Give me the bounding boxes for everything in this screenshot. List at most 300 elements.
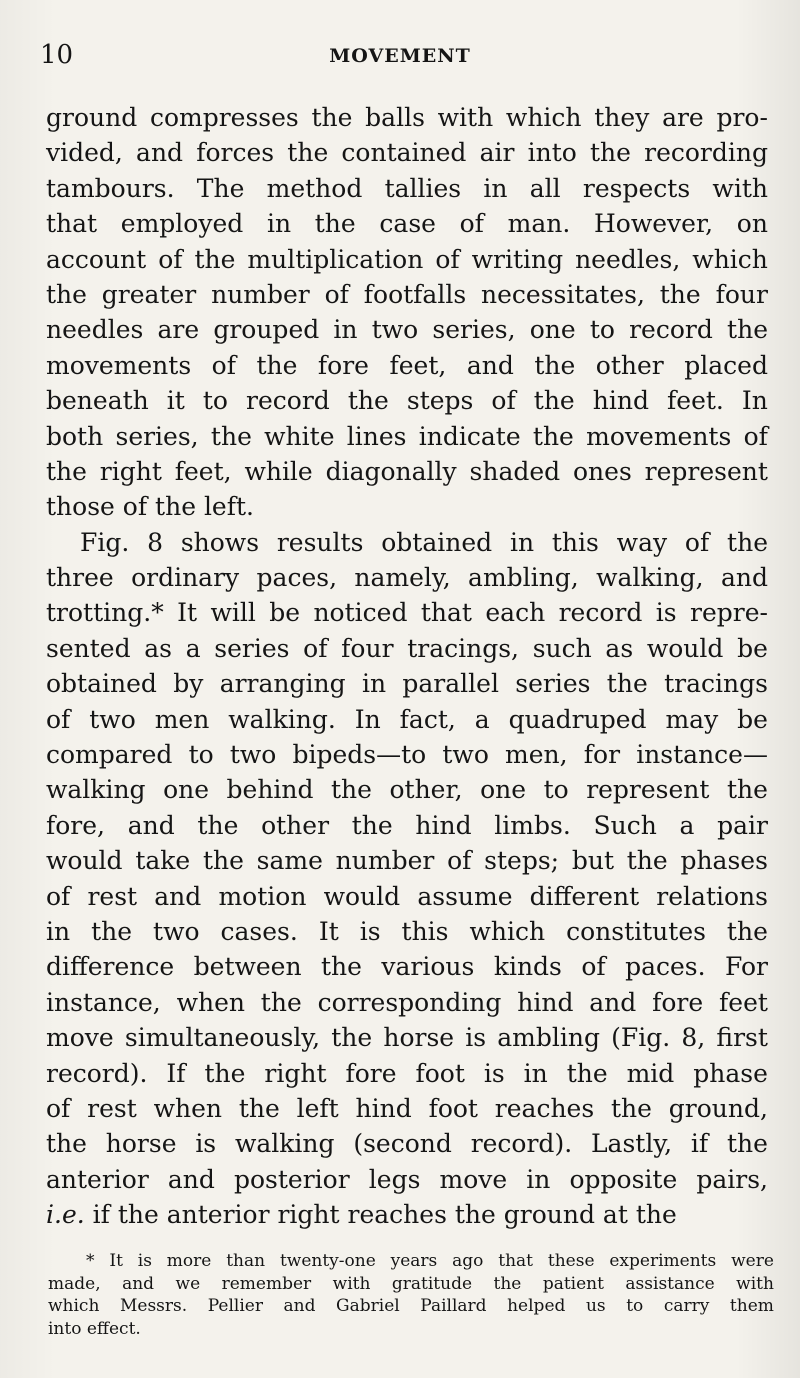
- word: is: [195, 1129, 217, 1159]
- word: legs: [368, 1164, 421, 1194]
- text-line: [46, 985, 768, 1020]
- word: the: [659, 279, 701, 309]
- word: the: [635, 1200, 677, 1230]
- word: of: [211, 350, 236, 380]
- word: hind: [355, 1093, 412, 1123]
- word: of: [46, 1093, 71, 1123]
- word: than: [226, 1251, 266, 1271]
- word: horse: [105, 1129, 177, 1159]
- word: be: [737, 704, 768, 734]
- word: number: [211, 279, 310, 309]
- word: the: [347, 386, 389, 416]
- word: Paillard: [420, 1296, 487, 1317]
- word: tallies: [384, 173, 462, 203]
- word: effect.: [86, 1318, 141, 1339]
- text-line: [46, 1197, 768, 1232]
- word: were: [731, 1251, 774, 1271]
- word: and: [589, 987, 637, 1017]
- word: instance,: [46, 987, 161, 1017]
- word: the: [46, 456, 87, 486]
- word: to: [202, 386, 228, 416]
- word: one: [480, 775, 527, 805]
- word: of: [303, 633, 328, 663]
- word: to: [188, 740, 214, 770]
- word: but: [571, 846, 614, 876]
- text-line: [46, 454, 768, 489]
- word: take: [135, 846, 191, 876]
- word: ones: [573, 456, 632, 486]
- word: the: [117, 1200, 167, 1230]
- word: the: [532, 421, 574, 451]
- word: ground,: [668, 1093, 768, 1123]
- word: the: [331, 775, 372, 805]
- word: feet,: [389, 350, 447, 380]
- word: In: [741, 386, 768, 416]
- word: beneath: [46, 386, 149, 416]
- word: the: [202, 846, 244, 876]
- word: is: [465, 1023, 487, 1053]
- word: would: [46, 846, 123, 876]
- text-line: [46, 348, 768, 383]
- word: if: [92, 1200, 118, 1230]
- word: grouped: [213, 315, 320, 345]
- word: the: [287, 138, 329, 168]
- word: The: [196, 173, 245, 203]
- text-line: [46, 737, 768, 772]
- word: rest: [87, 881, 138, 911]
- page-number: 10: [40, 40, 74, 70]
- word: feet,: [174, 456, 232, 486]
- word: into: [527, 138, 577, 168]
- footnote-line: [48, 1295, 774, 1318]
- word: ambling,: [468, 563, 579, 593]
- text-line: [46, 631, 768, 666]
- word: lines: [346, 421, 407, 451]
- text-line: [46, 595, 768, 630]
- word: cases.: [220, 916, 298, 946]
- word: account: [46, 244, 147, 274]
- word: one: [529, 315, 576, 345]
- word: needles: [46, 315, 144, 345]
- word: which: [505, 103, 582, 132]
- word: corresponding: [317, 987, 502, 1017]
- word: ground: [46, 103, 138, 132]
- text-line: [46, 843, 768, 878]
- word: For: [725, 952, 768, 982]
- word: motion: [218, 881, 307, 911]
- word: (Fig.: [611, 1023, 671, 1053]
- word: hind: [592, 386, 649, 416]
- word: when: [153, 1093, 222, 1123]
- text-line: [46, 383, 768, 418]
- word: same: [256, 846, 323, 876]
- word: anterior: [46, 1164, 149, 1194]
- word: of: [122, 492, 156, 522]
- word: However,: [593, 209, 714, 239]
- word: they: [594, 103, 650, 132]
- word: years: [390, 1251, 438, 1271]
- text-line: [46, 171, 768, 206]
- word: a: [474, 704, 490, 734]
- word: pair: [717, 810, 768, 840]
- word: will: [210, 598, 256, 628]
- word: trotting.*: [46, 598, 164, 628]
- word: fore: [317, 350, 369, 380]
- text-line: [46, 1126, 768, 1161]
- word: made,: [48, 1273, 101, 1294]
- word: white: [264, 421, 335, 451]
- word: indicate: [418, 421, 521, 451]
- word: assistance: [625, 1273, 715, 1294]
- text-line: [46, 489, 768, 524]
- text-line: [46, 1091, 768, 1126]
- word: behind: [226, 775, 314, 805]
- text-line: [46, 1020, 768, 1055]
- word: the: [726, 775, 768, 805]
- word: left.: [203, 492, 254, 522]
- word: the: [534, 350, 576, 380]
- word: namely,: [354, 563, 451, 593]
- word: left: [296, 1093, 339, 1123]
- word: the: [210, 421, 252, 451]
- word: two: [153, 916, 200, 946]
- word: (second: [353, 1129, 452, 1159]
- word: ordinary: [131, 563, 240, 593]
- text-line: [46, 808, 768, 843]
- word: compresses: [149, 103, 299, 132]
- word: if: [690, 1129, 709, 1159]
- word: Fig.: [80, 527, 130, 557]
- word: It: [109, 1251, 123, 1271]
- word: right: [264, 1058, 327, 1088]
- text-line: [46, 949, 768, 984]
- word: placed: [684, 350, 768, 380]
- word: 8: [147, 527, 164, 557]
- word: anterior: [166, 1200, 278, 1230]
- word: forces: [196, 138, 275, 168]
- word: case: [379, 209, 436, 239]
- word: and: [154, 881, 202, 911]
- word: patient: [542, 1273, 604, 1294]
- word: paces,: [256, 563, 338, 593]
- footnote-line: [48, 1250, 774, 1273]
- word: contained: [341, 138, 467, 168]
- word: movements: [46, 350, 192, 380]
- word: foot: [415, 1058, 465, 1088]
- word: and: [127, 810, 175, 840]
- word: Lastly,: [590, 1129, 673, 1159]
- word: walking,: [596, 563, 704, 593]
- word: necessitates,: [481, 279, 645, 309]
- word: into: [48, 1318, 87, 1339]
- word: fact,: [399, 704, 456, 734]
- word: it: [166, 386, 185, 416]
- word: method: [266, 173, 363, 203]
- word: the: [91, 916, 133, 946]
- word: the: [314, 209, 356, 239]
- word: remember: [221, 1273, 312, 1294]
- word: helped: [507, 1296, 566, 1317]
- word: the: [454, 1200, 504, 1230]
- word: four: [715, 279, 768, 309]
- word: the: [533, 386, 575, 416]
- word: of: [324, 279, 349, 309]
- word: bipeds—to: [292, 740, 427, 770]
- word: two: [371, 315, 419, 345]
- word: the: [311, 103, 353, 132]
- word: three: [46, 563, 114, 593]
- word: four: [341, 633, 394, 663]
- word: fore: [345, 1058, 397, 1088]
- word: foot: [428, 1093, 478, 1123]
- word: men,: [505, 740, 568, 770]
- word: in: [526, 1164, 551, 1194]
- word: kinds: [493, 952, 562, 982]
- word: the: [155, 492, 204, 522]
- word: obtained: [381, 527, 493, 557]
- word: phases: [680, 846, 768, 876]
- word: for: [583, 740, 621, 770]
- word: other: [261, 810, 330, 840]
- word: would: [646, 633, 724, 663]
- word: hind: [517, 987, 574, 1017]
- word: of: [684, 527, 710, 557]
- word: when: [176, 987, 245, 1017]
- word: in: [266, 209, 292, 239]
- word: the: [566, 1058, 608, 1088]
- word: is: [137, 1251, 152, 1271]
- word: and: [122, 1273, 155, 1294]
- word: simultaneously,: [124, 1023, 321, 1053]
- word: sented: [46, 633, 131, 663]
- word: Pellier: [207, 1296, 263, 1317]
- word: the: [194, 244, 236, 274]
- word: would: [323, 881, 401, 911]
- body-text: [46, 100, 768, 1233]
- word: walking: [46, 775, 146, 805]
- word: number: [335, 846, 435, 876]
- word: recording: [644, 138, 768, 168]
- word: the: [493, 1273, 522, 1294]
- word: quadruped: [508, 704, 647, 734]
- word: the: [590, 138, 631, 168]
- word: relations: [656, 881, 768, 911]
- text-line: [46, 100, 768, 135]
- word: limbs.: [494, 810, 571, 840]
- text-line: [46, 419, 768, 454]
- word: balls: [365, 103, 425, 132]
- text-line: [46, 702, 768, 737]
- word: different: [529, 881, 640, 911]
- word: In: [354, 704, 381, 734]
- word: in: [361, 669, 387, 699]
- word: fore: [652, 987, 704, 1017]
- word: air: [479, 138, 515, 168]
- word: writing: [471, 244, 564, 274]
- word: constitutes: [566, 916, 706, 946]
- word: more: [166, 1251, 212, 1271]
- word: in: [523, 1058, 548, 1088]
- word: noticed: [313, 598, 408, 628]
- word: other,: [389, 775, 463, 805]
- word: parallel: [402, 669, 499, 699]
- word: ago: [452, 1251, 484, 1271]
- word: the: [727, 527, 768, 557]
- word: a: [679, 810, 695, 840]
- word: us: [585, 1296, 606, 1317]
- word: those: [46, 492, 123, 522]
- word: hind: [415, 810, 472, 840]
- word: fore,: [46, 810, 105, 840]
- word: of: [459, 209, 484, 239]
- word: steps: [406, 386, 474, 416]
- word: results: [276, 527, 364, 557]
- word: such: [532, 633, 592, 663]
- word: tracings,: [407, 633, 519, 663]
- word: pro-: [716, 103, 768, 132]
- word: may: [665, 704, 719, 734]
- word: which: [692, 244, 768, 274]
- word: posterior: [234, 1164, 350, 1194]
- word: represent: [644, 456, 768, 486]
- footnote-line: [48, 1318, 774, 1341]
- word: paces.: [625, 952, 706, 982]
- word: series: [214, 633, 290, 663]
- word: experiments: [609, 1251, 717, 1271]
- word: is: [655, 598, 677, 628]
- word: the: [46, 1129, 87, 1159]
- word: record).: [470, 1129, 573, 1159]
- word: each: [485, 598, 546, 628]
- word: are: [662, 103, 704, 132]
- word: various: [381, 952, 475, 982]
- text-line: [46, 879, 768, 914]
- text-line: [46, 560, 768, 595]
- page-header: [40, 38, 760, 72]
- word: two: [442, 740, 489, 770]
- word: obtained: [46, 669, 157, 699]
- word: these: [547, 1251, 595, 1271]
- text-line: [46, 1056, 768, 1091]
- word: with: [332, 1273, 371, 1294]
- word: are: [157, 315, 200, 345]
- word: two: [89, 704, 136, 734]
- word: the: [256, 350, 298, 380]
- word: move: [46, 1023, 114, 1053]
- word: of: [46, 881, 71, 911]
- word: tambours.: [46, 173, 175, 203]
- word: men: [154, 704, 210, 734]
- word: the: [197, 810, 239, 840]
- word: of: [447, 846, 472, 876]
- word: with: [437, 103, 494, 132]
- footnote-line: [48, 1273, 774, 1296]
- word: all: [529, 173, 561, 203]
- word: is: [359, 916, 381, 946]
- word: feet: [719, 987, 768, 1017]
- word: represent: [586, 775, 710, 805]
- word: walking.: [228, 704, 336, 734]
- word: record: [246, 386, 330, 416]
- word: one: [163, 775, 210, 805]
- word: of: [158, 244, 183, 274]
- word: shows: [180, 527, 260, 557]
- word: move: [439, 1164, 508, 1194]
- word: instance—: [636, 740, 768, 770]
- text-line: [46, 914, 768, 949]
- word: ground: [503, 1200, 603, 1230]
- word: It: [177, 598, 198, 628]
- word: Such: [593, 810, 657, 840]
- word: by: [173, 669, 204, 699]
- word: in: [333, 315, 358, 345]
- word: to: [626, 1296, 644, 1317]
- word: steps;: [484, 846, 560, 876]
- word: of: [491, 386, 516, 416]
- word: footfalls: [363, 279, 467, 309]
- word: right: [99, 456, 162, 486]
- word: and: [136, 138, 184, 168]
- word: record: [629, 315, 713, 345]
- word: and: [466, 350, 514, 380]
- word: tracings: [664, 669, 768, 699]
- word: of: [581, 952, 606, 982]
- word: and: [283, 1296, 316, 1317]
- word: needles,: [575, 244, 681, 274]
- word: Messrs.: [119, 1296, 188, 1317]
- word: diagonally: [325, 456, 457, 486]
- word: other: [595, 350, 664, 380]
- word: the: [351, 810, 393, 840]
- word: the: [626, 846, 668, 876]
- word: to: [589, 315, 615, 345]
- word: two: [229, 740, 277, 770]
- word: vided,: [46, 138, 123, 168]
- word: opposite: [569, 1164, 678, 1194]
- word: that: [498, 1251, 534, 1271]
- text-line: [46, 277, 768, 312]
- word: as: [605, 633, 634, 663]
- word: as: [144, 633, 172, 663]
- word: difference: [46, 952, 175, 982]
- word: at: [602, 1200, 636, 1230]
- word: movements: [586, 421, 732, 451]
- word: series,: [432, 315, 516, 345]
- word: is: [483, 1058, 505, 1088]
- word: i.e.: [46, 1200, 93, 1230]
- word: It: [318, 916, 339, 946]
- word: series: [515, 669, 591, 699]
- word: walking: [234, 1129, 335, 1159]
- word: the: [611, 1093, 652, 1123]
- word: first: [716, 1023, 768, 1053]
- word: reaches: [494, 1093, 595, 1123]
- word: that: [420, 598, 472, 628]
- text-line: [46, 135, 768, 170]
- word: the: [321, 952, 362, 982]
- word: we: [175, 1273, 201, 1294]
- word: pairs,: [696, 1164, 768, 1194]
- word: which: [48, 1296, 100, 1317]
- word: be: [737, 633, 768, 663]
- word: ambling: [497, 1023, 600, 1053]
- word: employed: [120, 209, 244, 239]
- word: Gabriel: [336, 1296, 400, 1317]
- word: with: [736, 1273, 774, 1294]
- word: the: [726, 916, 768, 946]
- footnote: [48, 1250, 774, 1340]
- word: of: [743, 421, 768, 451]
